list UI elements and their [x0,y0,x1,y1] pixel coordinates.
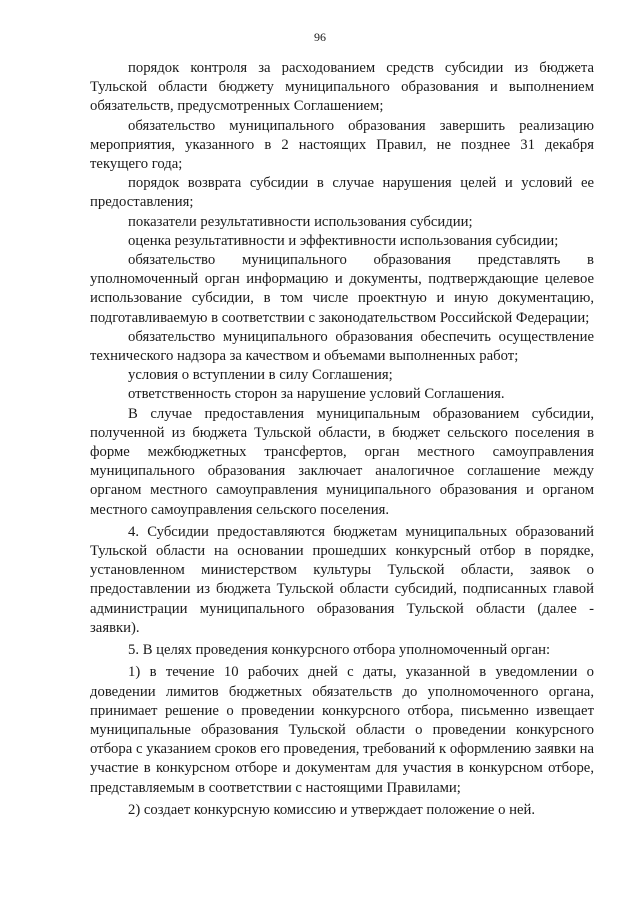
paragraph-entry-into-force: условия о вступлении в силу Соглашения; [128,367,393,384]
paragraph-performance-indicators: показатели результативности использования субсидии; [128,213,473,230]
paragraph-reporting-obligation: обязательство муниципального образования представлять в уполномоченный орган информацию и документы, подтверждающие целевое использование субсидии, в том числе проектную и иную документацию, подготавливаемую в соответствии с законодательством Российской Федерации; [90,252,594,326]
page-number: 96 [314,30,326,44]
paragraph-control-procedure: порядок контроля за расходованием средств субсидии из бюджета Тульской области бюджету муниципального образования и выполнением обязательств, предусмотренных Соглашением; [90,60,594,115]
paragraph-liability: ответственность сторон за нарушение условий Соглашения. [128,386,505,403]
paragraph-refund-procedure: порядок возврата субсидии в случае нарушения целей и условий ее предоставления; [90,175,594,211]
paragraph-item-5: 5. В целях проведения конкурсного отбора уполномоченный орган: [128,642,551,659]
paragraph-subitem-1: 1) в течение 10 рабочих дней с даты, указанной в уведомлении о доведении лимитов бюджетных обязательств до уполномоченного органа, принимает решение о проведении конкурсного отбора, письменно извещает муниципальные образования Тульской области о проведении конкурсного отбора с указанием сроков его проведения, требований к оформлению заявки на участие в конкурсном отборе и документам для участия в конкурсном отборе, представляемым в соответствии с настоящими Правилами; [90,664,594,796]
paragraph-completion-obligation: обязательство муниципального образования завершить реализацию мероприятия, указанного в 2 настоящих Правил, не позднее 31 декабря текущего года; [90,117,594,173]
document-body [90,59,594,820]
paragraph-rural-settlement: В случае предоставления муниципальным образованием субсидии, полученной из бюджета Тульской области, в бюджет сельского поселения в форме межбюджетных трансфертов, орган местного самоуправления муниципального образования заключает аналогичное соглашение между органом местного самоуправления муниципального образования и органом местного самоуправления сельского поселения. [90,405,594,518]
paragraph-technical-supervision: обязательство муниципального образования обеспечить осуществление технического надзора за качеством и объемами выполненных работ; [90,328,594,365]
paragraph-efficiency-assessment: оценка результативности и эффективности использования субсидии; [128,232,559,249]
paragraph-subitem-2: 2) создает конкурсную комиссию и утверждает положение о ней. [128,801,536,818]
paragraph-item-4: 4. Субсидии предоставляются бюджетам муниципальных образований Тульской области на основании прошедших конкурсный отбор в порядке, установленном министерством культуры Тульской области, заявок о предоставлении из бюджета Тульской области субсидий, подписанных главой администрации муниципального образования Тульской области (далее - заявки). [90,523,594,636]
